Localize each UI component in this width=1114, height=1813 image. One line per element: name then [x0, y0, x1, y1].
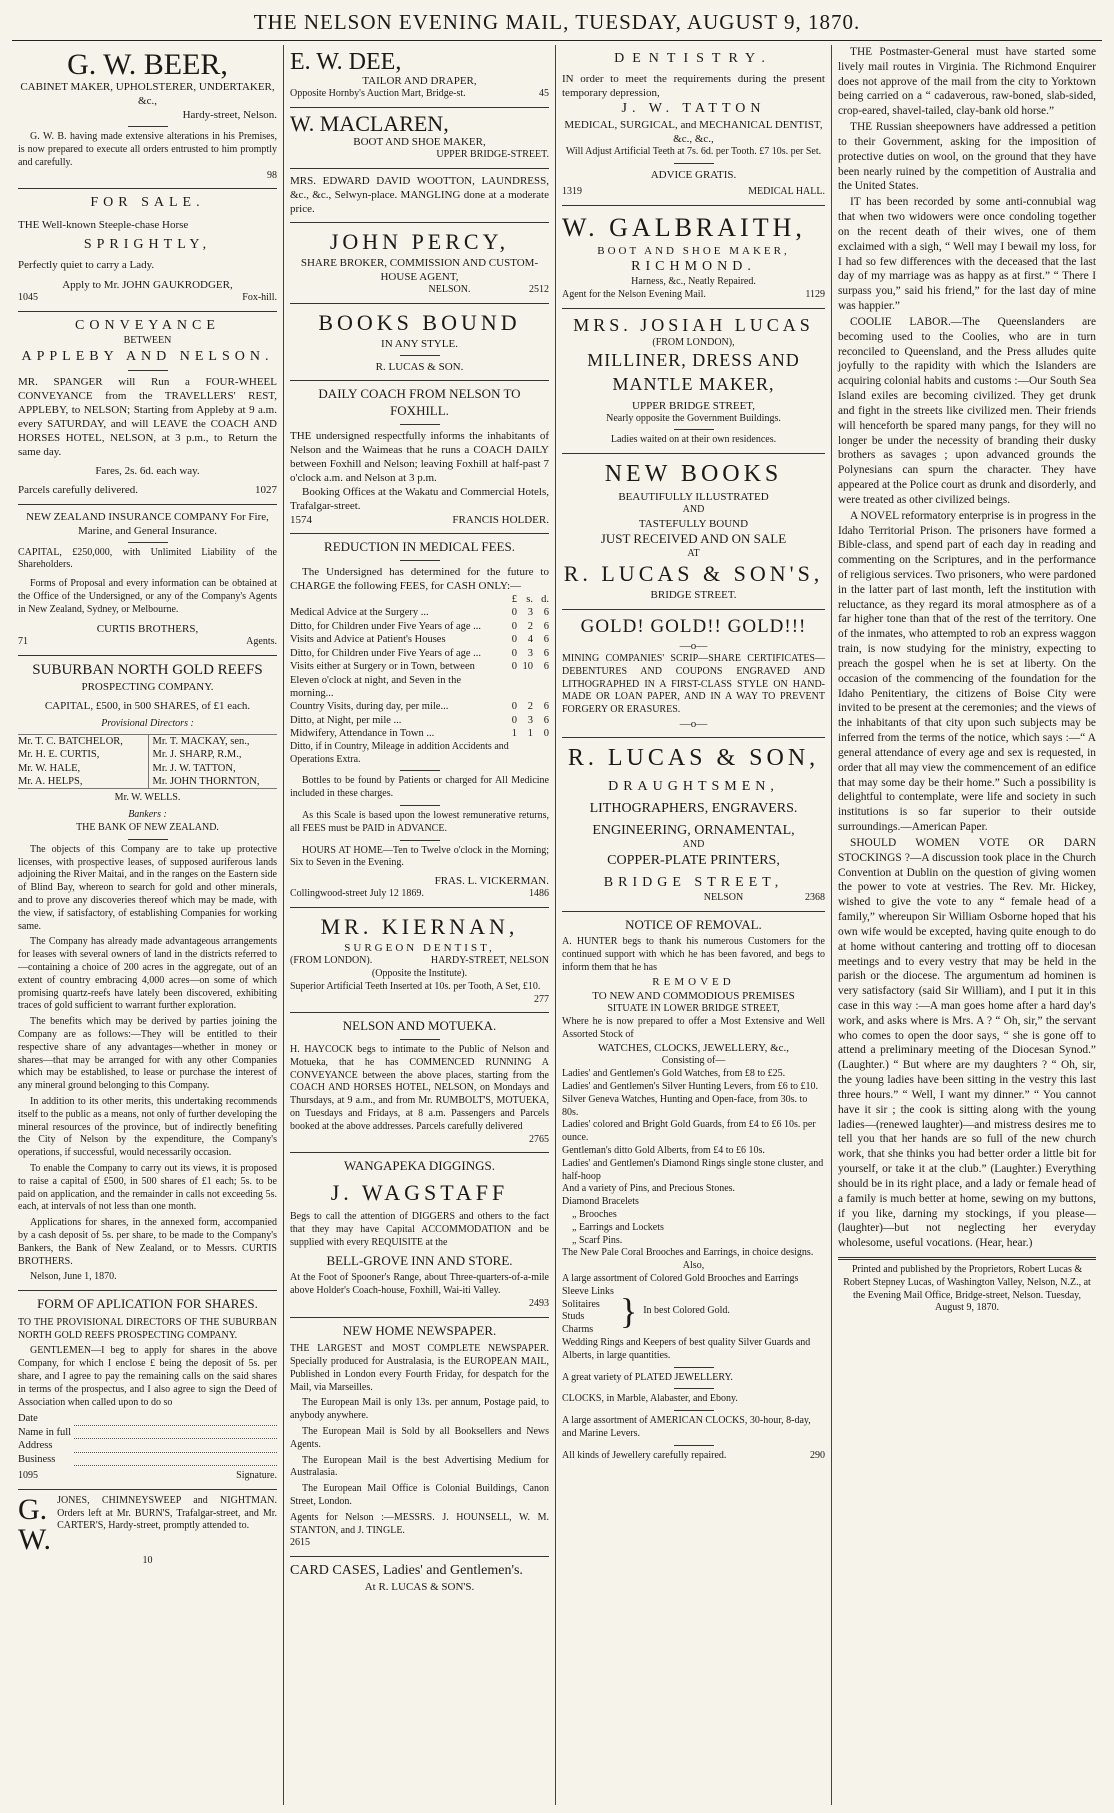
josiah-lucas-from: (FROM LONDON),: [652, 336, 735, 348]
conveyance-body: MR. SPANGER will Run a FOUR-WHEEL CONVEYANCE from the TRAVELLERS' REST, APPLEBY, to NELSON; Starting from Appleby at 9 a.m. every SATURDAY, and will LEAVE the COACH AND HORSES HOTEL, NELSON, at 3 p.m., to Return the same day.: [18, 375, 277, 459]
form-field-blank: [74, 1439, 277, 1452]
conveyance-route: APPLEBY AND NELSON.: [21, 348, 274, 364]
news-paragraph: A NOVEL reformatory enterprise is in progress in the Idaho Territorial Prison. The prisoners have formed a Bible-class, and spend part of each day in reading and commenting on the Scriptures, and in the performance of religious services. Two prisoners, who were pardoned in the latter part of last month, left the institution with reluctance, as they regard its moral atmosphere as of a far higher tone than that of the rest of the territory. One of the inmates, who attempted to rob an express waggon train, is now studying for the ministry, expecting to preach the gospel when he is set at liberty. On the occasion of the commencing of the foundation for the Idaho Penitentiary, the citizens of Boise City were invited to be present at the ceremonies; and the views of the inhabitants of that city upon such subjects may be inferred from the terms of the notice, which says :—“ A general attendance of every age and sex is requested, in order that all may view the commencement of an edifice that may some day be their home.” Such a possibility is delightful to contemplate, were life and society in such institutions is so far superior to their outside surroundings.—American Paper.: [838, 509, 1096, 834]
suburban-paragraph: The objects of this Company are to take up protective licenses, with prospective leases, of supposed auriferous lands adjoining the River Maitai, and in the ranges on the Eastern side of Blind Bay, whereon to search for gold and other minerals, and to prove any discoveries thereof which may be made, with the view, if satisfactory, of establishing Companies for working same.: [18, 843, 277, 932]
books-bound-advert: [290, 304, 549, 381]
galbraith-agent: Agent for the Nelson Evening Mail.: [562, 288, 706, 300]
dentistry-hall: MEDICAL HALL.: [748, 186, 825, 197]
dee-advert: [290, 45, 549, 108]
form-field-label: Date: [18, 1413, 38, 1425]
suburban-directors-heading: Provisional Directors :: [101, 717, 194, 729]
dee-name: E. W. DEE,: [290, 49, 402, 75]
removal-line2: Where he is now prepared to offer a Most Extensive and Well Assorted Stock of: [562, 1015, 825, 1040]
josiah-lucas-trade: MILLINER, DRESS AND MANTLE MAKER,: [587, 350, 800, 394]
kiernan-trade: SURGEON DENTIST,: [344, 942, 495, 955]
wangapeka-inn: BELL-GROVE INN AND STORE.: [326, 1252, 513, 1268]
form-field-business: [18, 1453, 277, 1466]
fee-pence: 6: [543, 701, 549, 713]
newspaper-paragraph: The European Mail Office is Colonial Buildings, Canon Street, London.: [290, 1483, 549, 1508]
removal-line: A. HUNTER begs to thank his numerous Customers for the continued support with which he has been favored, and begs to inform them that he has: [562, 936, 825, 974]
medical-fees-bottles: Bottles to be found by Patients or charged for All Medicine included in these charges.: [290, 775, 549, 800]
fee-item: Ditto, for Children under Five Years of age ...: [290, 647, 482, 659]
coach-booking: Booking Offices at the Wakatu and Commercial Hotels, Trafalgar-street.: [290, 485, 549, 513]
directors-list: [18, 734, 277, 790]
for-sale-line: THE Well-known Steeple-chase Horse: [18, 219, 189, 232]
coach-advert: [290, 381, 549, 534]
fee-pence: 6: [543, 647, 549, 659]
removal-item: Ladies' and Gentlemen's Diamond Rings single stone cluster, and half-hoop: [562, 1157, 824, 1182]
medical-fees-hours: HOURS AT HOME—Ten to Twelve o'clock in the Morning; Six to Seven in the Evening.: [290, 844, 549, 869]
horse-name: SPRIGHTLY,: [83, 237, 212, 253]
fees-col-head: d.: [541, 593, 549, 605]
fee-item: Visits either at Surgery or in Town, between Eleven o'clock at night, and Seven in the morning...: [290, 661, 475, 700]
wangapeka-heading: WANGAPEKA DIGGINGS.: [344, 1158, 495, 1174]
removal-small-item: Solitaires: [562, 1298, 600, 1310]
jones-number: 10: [142, 1554, 153, 1566]
wootton-advert: [290, 169, 549, 223]
wangapeka-advert: [290, 1153, 549, 1317]
removal-colored-gold: In best Colored Gold.: [643, 1305, 730, 1316]
card-cases-firm: At R. LUCAS & SON'S.: [364, 1581, 475, 1594]
removal-number: 290: [810, 1449, 825, 1461]
news-paragraph: IT has been recorded by some anti-connubial wag that when two widowers were once condoling together on the recent death of their wives, one of them exclaimed with a sigh, “ Well may I bewail my loss, for I had so few differences with the deceased that the last day of my marriage was as happy as at first.” “ There I surpass you,” said his friend,” for the last day of mine was happier.”: [838, 196, 1096, 313]
newspaper-agents: Agents for Nelson :—MESSRS. J. HOUNSELL, W. M. STANTON, and J. TINGLE.: [290, 1511, 549, 1536]
motueka-number: 2765: [529, 1133, 549, 1145]
removal-wedding: Wedding Rings and Keepers of best quality Silver Guards and Alberts, in large quantities.: [562, 1337, 811, 1361]
fee-pence: 6: [543, 634, 549, 646]
books-bound-sub: IN ANY STYLE.: [381, 338, 458, 351]
removal-also: Also,: [682, 1260, 705, 1272]
kiernan-name: MR. KIERNAN,: [320, 914, 519, 940]
suburban-advert: [18, 656, 277, 1292]
nz-insurance-number: 71: [18, 635, 28, 647]
share-form-to: TO THE PROVISIONAL DIRECTORS OF THE SUBURBAN NORTH GOLD REEFS PROSPECTING COMPANY.: [18, 1316, 277, 1341]
share-form-heading: FORM OF APLICATION FOR SHARES.: [37, 1296, 258, 1312]
conveyance-parcels: Parcels carefully delivered.: [18, 484, 139, 497]
dee-trade: TAILOR AND DRAPER,: [362, 75, 477, 87]
removal-plated: A great variety of PLATED JEWELLERY.: [562, 1371, 733, 1383]
divider: [400, 1039, 440, 1040]
conveyance-between: BETWEEN: [123, 335, 172, 347]
news-paragraph: THE Russian sheepowners have addressed a petition to their Government, asking for the imposition of protective duties on wool, on the ground that they have been nearly ruined by the competition of Australia and the United States.: [838, 121, 1096, 193]
rlucas-line: ENGINEERING, ORNAMENTAL,: [592, 822, 795, 838]
removal-new: TO NEW AND COMMODIOUS PREMISES: [592, 989, 795, 1002]
nz-insurance-body: Forms of Proposal and every information can be obtained at the Office of the Undersigned, or any of the Company's Agents in New Zealand, Sydney, or Melbourne.: [18, 578, 277, 615]
removal-situate: SITUATE IN LOWER BRIDGE STREET,: [607, 1003, 780, 1014]
divider: [674, 1367, 714, 1368]
removal-item: Ladies' colored and Bright Gold Guards, from £4 to £6 10s. per ounce.: [562, 1119, 816, 1144]
divider: [674, 1388, 714, 1389]
divider: [400, 840, 440, 841]
josiah-lucas-name: MRS. JOSIAH LUCAS: [573, 314, 814, 335]
suburban-date: Nelson, June 1, 1870.: [30, 1271, 117, 1283]
director: Mr. J. SHARP, R.M.,: [148, 748, 278, 761]
beer-address: Hardy-street, Nelson.: [182, 109, 277, 122]
fee-item: Medical Advice at the Surgery ...: [290, 607, 429, 619]
galbraith-place: RICHMOND.: [631, 259, 756, 275]
fee-shillings: 2: [527, 701, 533, 713]
percy-advert: [290, 223, 549, 304]
director: Mr. H. E. CURTIS,: [18, 749, 100, 761]
removal-item: Gentleman's ditto Gold Alberts, from £4 to £6 10s.: [562, 1145, 765, 1157]
fee-shillings: 3: [527, 647, 533, 659]
fee-pounds: 0: [511, 701, 517, 713]
dentistry-advice: ADVICE GRATIS.: [650, 168, 737, 181]
divider: [400, 355, 440, 356]
maclaren-address: UPPER BRIDGE-STREET.: [436, 148, 549, 160]
medical-fees-number: 1486: [529, 888, 549, 900]
galbraith-trade: BOOT AND SHOE MAKER,: [597, 245, 790, 258]
fee-pence: 6: [543, 620, 549, 632]
fee-pounds: 0: [511, 714, 517, 726]
conveyance-number: 1027: [255, 484, 277, 497]
removal-item: „ Earrings and Lockets: [572, 1221, 664, 1233]
maclaren-advert: [290, 108, 549, 169]
director: Mr. W. HALE,: [18, 762, 81, 774]
divider: [128, 839, 168, 840]
bankers-heading: Bankers :: [128, 809, 167, 821]
newspaper-paragraph: The European Mail is Sold by all Booksellers and News Agents.: [290, 1426, 549, 1450]
divider: [674, 429, 714, 430]
suburban-paragraph: In addition to its other merits, this undertaking recommends itself to the public as a means, not only of further developing the mineral resources of the province, but of indirectly benefiting the City of Nelson by the expenditure, the Company's operations, if successful, would necessarily occasion.: [18, 1095, 277, 1159]
news-paragraph: THE Postmaster-General must have started some lively mail routes in Virginia. The Richmond Enquirer does not approve of the mail from the city to Yorktown being carried on a “ cadaverous, raw-boned, slab-sided, crop-eared, shavel-tailed, clay-bank old horse.”: [838, 46, 1096, 118]
new-books-and: AND: [682, 504, 705, 515]
kiernan-opposite: (Opposite the Institute).: [371, 968, 468, 980]
divider: [674, 1410, 714, 1411]
divider: [400, 560, 440, 561]
jones-advert: [18, 1490, 277, 1574]
newspaper-paragraph: The European Mail is the best Advertising Medium for Australasia.: [290, 1454, 549, 1479]
new-books-advert: [562, 454, 825, 609]
josiah-lucas-opposite: Nearly opposite the Government Buildings.: [606, 412, 781, 424]
director: Mr. J. W. TATTON,: [148, 762, 278, 775]
form-field-address: [18, 1439, 277, 1452]
suburban-capital: CAPITAL, £500, in 500 SHARES, of £1 each.: [44, 699, 251, 712]
fee-shillings: 3: [527, 714, 533, 726]
removal-item: And a variety of Pins, and Precious Stones.: [562, 1183, 736, 1195]
card-cases-body: CARD CASES, Ladies' and Gentlemen's.: [290, 1563, 523, 1579]
director: Mr. JOHN THORNTON,: [148, 775, 278, 788]
removal-item: „ Scarf Pins.: [572, 1234, 623, 1246]
coach-body: THE undersigned respectfully informs the inhabitants of Nelson and the Waimeas that he runs a COACH DAILY between Foxhill and Nelson; leaving Foxhill at half-past 7 o'clock a.m. and Nelson at 3 p.m.: [290, 429, 549, 484]
beer-title: CABINET MAKER, UPHOLSTERER, UNDERTAKER, &c.,: [20, 81, 275, 108]
form-field-blank: [74, 1426, 277, 1439]
dee-number: 45: [539, 88, 549, 100]
rlucas-line: LITHOGRAPHERS, ENGRAVERS.: [589, 800, 798, 816]
removal-item: The New Pale Coral Brooches and Earrings, in choice designs.: [562, 1247, 814, 1259]
rlucas-name: R. LUCAS & SON,: [567, 744, 820, 771]
suburban-paragraph: The benefits which may be derived by parties joining the Company are as follows:—They will be entitled to their respective share of any advantages—whether in money or shares—that may be arranged for with any other Companies which may be established, to lease or purchase the interest of any mineral ground belonging to this Company.: [18, 1016, 277, 1092]
columns: [12, 45, 1102, 1805]
gold-body: MINING COMPANIES' SCRIP—SHARE CERTIFICATES—DEBENTURES AND COUPONS ENGRAVED AND LITHOGRAPHED IN A FIRST-CLASS STYLE ON HAND-MADE OR LOAN PAPER, AND IN A WAY TO PREVENT FORGERY OR ERASURES.: [562, 652, 825, 716]
new-books-line: JUST RECEIVED AND ON SALE: [600, 530, 787, 546]
fee-pence: 6: [543, 607, 549, 619]
dentistry-heading: DENTISTRY.: [614, 51, 773, 66]
fee-pounds: 0: [511, 634, 517, 646]
dentistry-line: IN order to meet the requirements during the present temporary depression,: [562, 72, 825, 99]
new-books-at: AT: [687, 547, 700, 559]
nz-insurance-title: NEW ZEALAND INSURANCE COMPANY For Fire, Marine, and General Insurance.: [26, 510, 269, 537]
wangapeka-number: 2493: [529, 1297, 549, 1309]
removal-consisting: Consisting of—: [661, 1055, 726, 1067]
fee-pence: 6: [543, 661, 549, 673]
fee-pounds: 1: [511, 728, 517, 740]
fee-pence: 0: [543, 728, 549, 740]
fee-pounds: 0: [511, 661, 517, 673]
divider: [128, 370, 168, 371]
galbraith-name: W. GALBRAITH,: [562, 212, 806, 242]
fees-table: [290, 593, 549, 741]
new-books-street: BRIDGE STREET.: [650, 589, 737, 602]
motueka-body: H. HAYCOCK begs to intimate to the Public of Nelson and Motueka, that he has COMMENCED RUNNING A CONVEYANCE between the above places, starting from the COACH AND HORSES HOTEL, NELSON, on Mondays and Thursdays, at 9 a.m., and from Mr. RUMBOLT'S, MOTUEKA, on Tuesdays and Fridays, at 8 a.m. Passengers and Parcels booked at the above addresses. Parcels carefully delivered: [290, 1044, 549, 1132]
form-field-date: [18, 1412, 277, 1425]
for-sale-place: Fox-hill.: [242, 292, 277, 304]
for-sale-advert: [18, 189, 277, 312]
form-field-blank: [74, 1412, 277, 1425]
for-sale-line2: Perfectly quiet to carry a Lady.: [18, 259, 155, 272]
removal-small-item: Studs: [562, 1311, 585, 1323]
divider: [400, 424, 440, 425]
divider: [400, 805, 440, 806]
rlucas-line: DRAUGHTSMEN,: [608, 778, 779, 794]
conveyance-fares: Fares, 2s. 6d. each way.: [95, 465, 200, 478]
coach-heading: DAILY COACH FROM NELSON TO FOXHILL.: [318, 386, 521, 419]
card-cases-advert: [290, 1557, 549, 1600]
jones-body: JONES, CHIMNEYSWEEP and NIGHTMAN. Orders left at Mr. BURN'S, Trafalgar-street, and Mr. CARTER'S, Hardy-street, promptly attended to.: [57, 1494, 277, 1532]
gold-divider2: —o—: [679, 717, 708, 730]
medical-fees-date: Collingwood-street July 12 1869.: [290, 888, 424, 900]
coach-name: FRANCIS HOLDER.: [452, 514, 549, 527]
galbraith-sub: Harness, &c., Neatly Repaired.: [631, 276, 756, 288]
books-bound-heading: BOOKS BOUND: [318, 310, 521, 336]
medical-fees-extra: Ditto, if in Country, Mileage in addition Accidents and Operations Extra.: [290, 740, 509, 765]
fee-shillings: 4: [527, 634, 533, 646]
removal-item: Ladies' and Gentlemen's Silver Hunting Levers, from £6 to £10.: [562, 1081, 819, 1093]
galbraith-number: 1129: [805, 288, 825, 300]
fee-item: Visits and Advice at Patient's Houses: [290, 634, 446, 646]
wangapeka-address: At the Foot of Spooner's Range, about Three-quarters-of-a-mile above Holder's Coach-house, Foxhill, Wai-iti Valley.: [290, 1272, 549, 1297]
form-field-label: Business: [18, 1453, 56, 1465]
rlucas-place: NELSON: [703, 892, 744, 904]
conveyance-heading: CONVEYANCE: [75, 318, 220, 334]
newspaper-advert: [290, 1318, 549, 1558]
josiah-lucas-ladies: Ladies waited on at their own residences.: [610, 434, 777, 446]
fee-item: Midwifery, Attendance in Town ...: [290, 728, 435, 740]
nz-insurance-capital: CAPITAL, £250,000, with Unlimited Liability of the Shareholders.: [18, 546, 277, 571]
percy-name: JOHN PERCY,: [329, 228, 510, 254]
fee-pounds: 0: [511, 607, 517, 619]
rlucas-street: BRIDGE STREET,: [603, 875, 784, 891]
news-paragraph: SHOULD WOMEN VOTE OR DARN STOCKINGS ?—A discussion took place in the Church Convention at Dublin on the question of giving women the power to vote at vestries. The Rev. Mr. Hickey, wished to give the vote to any “ female head of a family,” whereupon Sir William Osborne hoped that his own wife would be excepted, having quite enough to do at home without cantering and trotting off to diocesan meetings and to every vestry that may be held in the parish or the diocese. The argumentum ad hominen is very satisfactory (said Sir William), and I put it in this case in this way :—A man goes home after a hard day's work, and asks where is Mrs. A ? “ Oh, sir,” the servant who comes to open the door says, “ she is gone off to attend a preliminary meeting of the Diocesan Synod.” (Laughter.) “ But where are my daughters ? “ Oh, sir, the young ladies have been sitting in the vestry this last three hours.” “ Well, I want my dinner.” “ You cannot have it sir ; the cook is sitting along with the young ladies—(renewed laughter)—and mistress desires me to tell you that her hands are so full of the new church work, that she thinks you had better order a little bit for yourself, or take it at the club.” (Laughter.) Everything should be in its right place, and a lady or female head of a family is much better at home, sewing on my buttons, if you like, darning my stockings, if you please—(laughter)—but not neglecting her everyday wholesome, useful vocations. (Hear, hear.): [838, 836, 1096, 1250]
coach-number: 1574: [290, 514, 312, 527]
kiernan-address: HARDY-STREET, NELSON: [430, 955, 549, 967]
dentistry-number: 1319: [562, 186, 582, 197]
divider: [674, 163, 714, 164]
removal-american-clocks: A large assortment of AMERICAN CLOCKS, 30-hour, 8-day, and Marine Levers.: [562, 1415, 811, 1439]
dee-address: Opposite Hornby's Auction Mart, Bridge-st.: [290, 88, 466, 100]
fee-shillings: 2: [527, 620, 533, 632]
rlucas-number: 2368: [804, 892, 825, 904]
removal-heading: NOTICE OF REMOVAL.: [625, 916, 762, 932]
medical-fees-advert: [290, 534, 549, 908]
newspaper-number: 2615: [290, 1537, 310, 1549]
share-form-signature: Signature.: [236, 1470, 277, 1482]
medical-fees-scale: As this Scale is based upon the lowest remunerative returns, all FEES must be PAID in ADVANCE.: [290, 809, 549, 834]
kiernan-advert: [290, 908, 549, 1013]
removal-small-item: Sleeve Links: [562, 1285, 614, 1297]
removal-item: Ladies' and Gentlemen's Gold Watches, from £8 to £25.: [562, 1068, 786, 1080]
rlucas-line: COPPER-PLATE PRINTERS,: [607, 853, 780, 869]
suburban-paragraph: Applications for shares, in the annexed form, accompanied by a cash deposit of 5s. per share, to be made to the Company's Bankers, the Bank of New Zealand, or to Messrs. CURTIS BROTHERS.: [18, 1217, 277, 1267]
gold-advert: [562, 610, 825, 738]
column-2: [284, 45, 556, 1805]
fees-col-head: £: [511, 593, 517, 605]
fees-col-head: s.: [526, 593, 533, 605]
divider: [128, 542, 168, 543]
removal-advert: [562, 912, 825, 1469]
fee-shillings: 3: [527, 607, 533, 619]
form-field-label: Address: [18, 1440, 53, 1452]
fee-item: Country Visits, during day, per mile...: [290, 701, 449, 713]
suburban-paragraph: The Company has already made advantageous arrangements for leases with several owners of land in the districts referred to—containing a choice of 200 acres in the aggregate, out of an extent of country embracing 4,000 acres—on some of which promising quartz-reefs have lately been discovered, exhibiting traces of gold sufficient to warrant further exploration.: [18, 936, 277, 1012]
jones-initials: G. W.: [18, 1492, 52, 1556]
percy-trade: SHARE BROKER, COMMISSION AND CUSTOM-HOUSE AGENT,: [300, 257, 539, 284]
fee-shillings: 1: [527, 728, 533, 740]
removal-item: Silver Geneva Watches, Hunting and Open-face, from 30s. to 80s.: [562, 1093, 808, 1118]
bankers-name: THE BANK OF NEW ZEALAND.: [76, 822, 219, 833]
new-books-line: BEAUTIFULLY ILLUSTRATED: [618, 490, 769, 503]
motueka-advert: [290, 1013, 549, 1153]
wangapeka-body: Begs to call the attention of DIGGERS and others to the fact that they may have Capital ACCOMMODATION and be supplied with every REQUISITE at the: [290, 1211, 549, 1248]
director-last: Mr. W. WELLS.: [114, 792, 181, 804]
divider: [128, 126, 168, 127]
gold-divider: —o—: [679, 639, 708, 652]
column-1: [12, 45, 284, 1805]
removal-repair: All kinds of Jewellery carefully repaired.: [562, 1449, 727, 1461]
kiernan-from: (FROM LONDON).: [290, 955, 373, 967]
new-books-firm: R. LUCAS & SON'S,: [563, 561, 824, 587]
for-sale-heading: FOR SALE.: [90, 195, 205, 211]
beer-name: G. W. BEER,: [67, 48, 228, 81]
medical-fees-intro: The Undersigned has determined for the future to CHARGE the following FEES, for CASH ONLY:—: [290, 565, 549, 592]
newspaper-paragraph: The European Mail is only 13s. per annum, Postage paid, to anybody anywhere.: [290, 1397, 549, 1422]
share-form-number: 1095: [18, 1470, 38, 1482]
percy-place: NELSON.: [428, 284, 471, 296]
fee-pounds: 0: [511, 647, 517, 659]
removal-line3: A large assortment of Colored Gold Brooches and Earrings: [562, 1273, 799, 1285]
for-sale-number: 1045: [18, 292, 38, 304]
director: Mr. A. HELPS,: [18, 775, 83, 787]
fee-item: Ditto, at Night, per mile ...: [290, 714, 402, 726]
beer-advert: [18, 45, 277, 189]
masthead: THE NELSON EVENING MAIL, TUESDAY, AUGUST 9, 1870.: [12, 10, 1102, 41]
brace: }: [619, 1291, 638, 1332]
form-field-label: Name in full: [18, 1426, 72, 1438]
imprint: Printed and published by the Proprietors, Robert Lucas & Robert Stepney Lucas, of Washington Valley, Nelson, N.Z., at the Evening Mail Office, Bridge-street, Nelson. Tuesday, August 9, 1870.: [838, 1257, 1096, 1315]
form-field-name: [18, 1426, 277, 1439]
removal-clocks: CLOCKS, in Marble, Alabaster, and Ebony.: [562, 1393, 738, 1405]
newspaper-heading: NEW HOME NEWSPAPER.: [342, 1322, 497, 1338]
director: Mr. T. C. BATCHELOR,: [18, 735, 123, 747]
josiah-lucas-address: UPPER BRIDGE STREET,: [632, 399, 755, 412]
beer-body: G. W. B. having made extensive alterations in his Premises, is now prepared to execute all orders entrusted to him promptly and carefully.: [18, 131, 277, 168]
fee-item: Ditto, for Children under Five Years of age ...: [290, 620, 482, 632]
dentistry-body: Will Adjust Artificial Teeth at 7s. 6d. per Tooth. £7 10s. per Set.: [565, 146, 822, 158]
new-books-heading: NEW BOOKS: [604, 461, 783, 488]
suburban-subtitle: PROSPECTING COMPANY.: [81, 680, 214, 693]
beer-number: 98: [267, 169, 277, 181]
column-4: [832, 45, 1102, 1805]
removal-item: Diamond Bracelets: [562, 1196, 639, 1208]
removal-small-item: Charms: [562, 1324, 594, 1336]
newspaper-paragraph: THE LARGEST and MOST COMPLETE NEWSPAPER. Specially produced for Australasia, is the EUROPEAN MAIL, Published in London every Fourth Friday, for despatch for the Mail, via Marseilles.: [290, 1343, 549, 1393]
dentistry-name: J. W. TATTON: [621, 101, 766, 117]
maclaren-name: W. MACLAREN,: [290, 110, 449, 136]
motueka-heading: NELSON AND MOTUEKA.: [342, 1018, 497, 1034]
percy-number: 2512: [528, 284, 549, 296]
nz-insurance-firm: CURTIS BROTHERS,: [96, 622, 199, 635]
new-books-line: TASTEFULLY BOUND: [638, 517, 749, 530]
wangapeka-name: J. WAGSTAFF: [330, 1180, 509, 1206]
fee-pounds: 0: [511, 620, 517, 632]
medical-fees-heading: REDUCTION IN MEDICAL FEES.: [324, 539, 515, 555]
gold-heading: GOLD! GOLD!! GOLD!!!: [580, 615, 807, 637]
rlucas-advert: [562, 738, 825, 912]
maclaren-trade: BOOT AND SHOE MAKER,: [353, 135, 486, 148]
director: Mr. T. MACKAY, sen.,: [148, 735, 278, 748]
suburban-paragraph: To enable the Company to carry out its views, it is proposed to raise a capital of £500, in 500 shares of £1 each; 5s. to be paid on application, and the remainder in calls not exceeding 5s. each, at intervals of not less than one month.: [18, 1162, 277, 1213]
nz-insurance-advert: [18, 505, 277, 656]
josiah-lucas-advert: [562, 309, 825, 455]
removal-stock: WATCHES, CLOCKS, JEWELLERY, &c.,: [597, 1042, 790, 1055]
for-sale-apply: Apply to Mr. JOHN GAUKRODGER,: [62, 279, 233, 292]
nz-insurance-agents: Agents.: [246, 635, 277, 647]
divider: [674, 1445, 714, 1446]
dentistry-advert: [562, 45, 825, 206]
kiernan-body: Superior Artificial Teeth Inserted at 10s. per Tooth, A Set, £10.: [290, 980, 541, 992]
wootton-body: MRS. EDWARD DAVID WOOTTON, LAUNDRESS, &c., &c., Selwyn-place. MANGLING done at a moderate price.: [290, 174, 549, 215]
medical-fees-name: FRAS. L. VICKERMAN.: [434, 875, 549, 888]
galbraith-advert: [562, 206, 825, 309]
news-paragraph: COOLIE LABOR.—The Queenslanders are becoming used to the Coolies, who are in turn reconciled to Queensland, and the Press alludes quite joyfully to the rapidity with which the Islanders are acquiring colonial habits and customs :—Our South Sea Island exiles are becoming civilized. They get drunk and fight in the streets like civilized men. Their friends will henceforth be spared many pangs, for they will no longer be under the necessity of branding their dusky brothers as savages ; upon advanced grounds the Polynesians can spurn the character. They have appeared at the Police court as drunk and disorderly, and were treated as other civilized beings.: [838, 315, 1096, 506]
removal-removed: REMOVED: [652, 975, 735, 988]
fee-shillings: 10: [522, 661, 533, 673]
suburban-title: SUBURBAN NORTH GOLD REEFS: [32, 661, 263, 678]
share-form-body: GENTLEMEN—I beg to apply for shares in the above Company, for which I enclose £ being the deposit of 5s. per share, and I agree to pay the remaining calls on the said shares in terms of the prospectus, and I also agree to sign the Deed of Association when called upon to do so: [18, 1345, 277, 1408]
column-3: [556, 45, 832, 1805]
share-form-advert: [18, 1291, 277, 1490]
fee-pence: 6: [543, 714, 549, 726]
books-bound-firm: R. LUCAS & SON.: [375, 361, 464, 374]
removal-item: „ Brooches: [572, 1209, 617, 1221]
conveyance-advert: [18, 312, 277, 504]
kiernan-number: 277: [534, 993, 549, 1005]
divider: [400, 770, 440, 771]
form-field-blank: [74, 1453, 277, 1466]
dentistry-trade: MEDICAL, SURGICAL, and MECHANICAL DENTIST, &c., &c.,: [564, 118, 823, 146]
rlucas-and: AND: [682, 839, 705, 851]
